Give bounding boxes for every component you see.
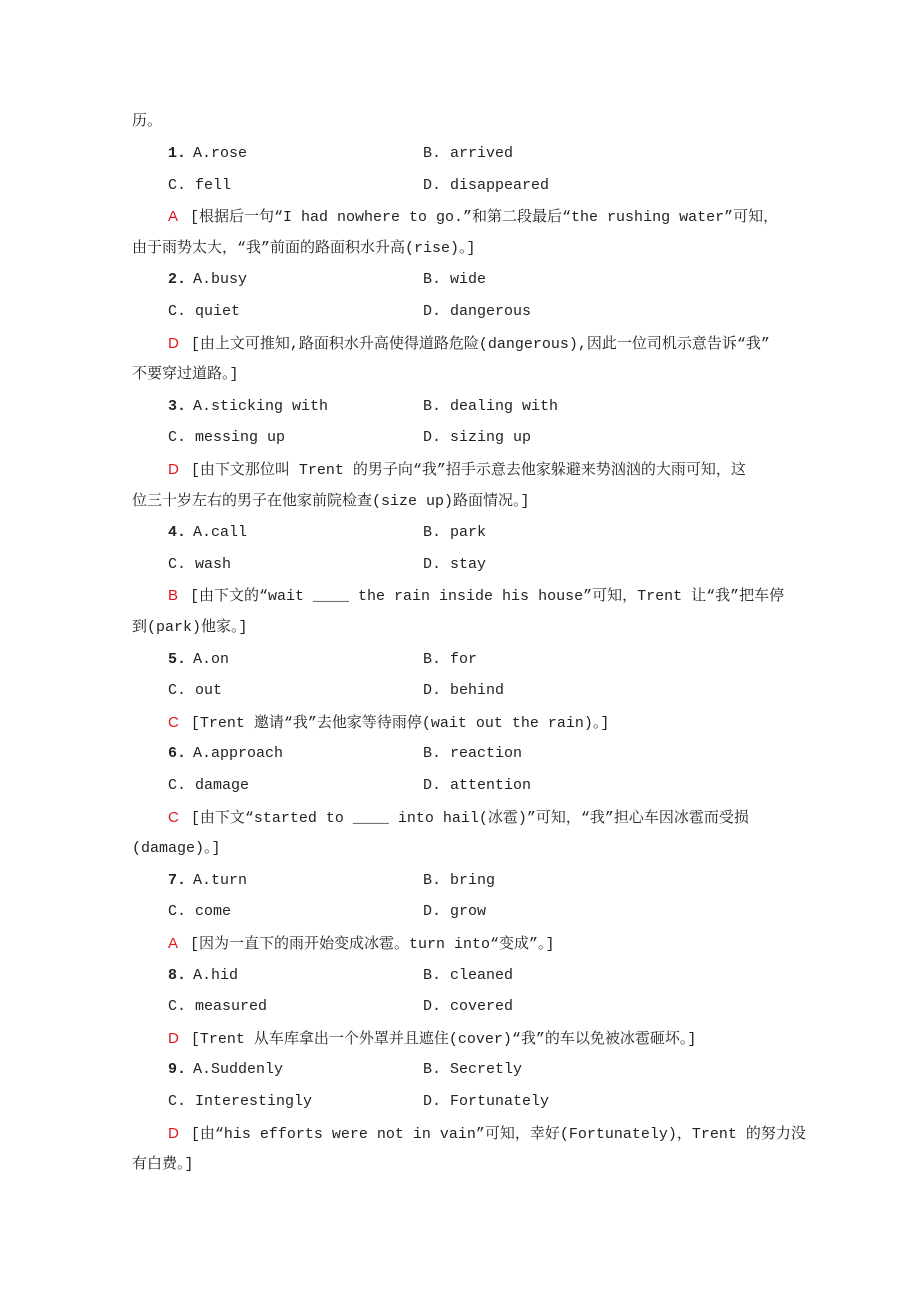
option-b: B. wide — [423, 271, 487, 289]
answer-key: C — [168, 713, 179, 731]
option-c: C. come — [168, 903, 232, 921]
option-b: B. cleaned — [423, 966, 514, 984]
explanation-line — [168, 334, 770, 354]
option-c: C. fell — [168, 176, 232, 194]
option-d: D. disappeared — [423, 176, 550, 194]
question-number: 5. — [168, 650, 187, 668]
option-c: C. messing up — [168, 429, 286, 447]
option-d: D. attention — [423, 777, 532, 794]
option-b: B. Secretly — [423, 1061, 523, 1079]
option-b: B. for — [423, 650, 478, 668]
answer-key: D — [168, 461, 179, 478]
option-b: B. arrived — [423, 145, 514, 162]
intro-tail-text: 历。 — [132, 113, 163, 130]
question-number: 4. — [168, 524, 187, 542]
option-a: A.on — [193, 650, 230, 668]
option-c: C. damage — [168, 777, 250, 794]
answer-key: D — [168, 1124, 179, 1142]
explanation-continuation: 到(park)他家。] — [132, 619, 248, 636]
answer-key: B — [168, 587, 179, 605]
question-number: 8. — [168, 966, 187, 984]
explanation-continuation: 不要穿过道路。] — [132, 366, 239, 384]
explanation-line — [168, 808, 749, 828]
option-c: C. measured — [168, 998, 268, 1016]
option-d: D. Fortunately — [423, 1093, 550, 1110]
option-d: D. behind — [423, 682, 505, 700]
answer-key: A — [168, 935, 179, 952]
option-c: C. Interestingly — [168, 1093, 313, 1110]
explanation-line — [168, 713, 609, 733]
option-d: D. dangerous — [423, 303, 532, 320]
explanation-text: [Trent 从车库拿出一个外罩并且遮住(cover)“我”的车以免被冰雹砸坏。] — [190, 1030, 697, 1048]
explanation-text: [根据后一句“I had nowhere to go.”和第二段最后“the rushing water”可知， — [190, 209, 779, 227]
option-a: A.call — [193, 524, 248, 542]
option-a: A.hid — [193, 966, 239, 984]
question-number: 1. — [168, 145, 187, 162]
explanation-line — [168, 207, 778, 227]
answer-key: C — [168, 808, 179, 826]
explanation-line — [168, 1029, 696, 1049]
explanation-text: [由上文可推知,路面积水升高使得道路危险(dangerous),因此一位司机示意告诉“我” — [190, 335, 770, 353]
option-b: B. park — [423, 524, 487, 542]
question-number: 6. — [168, 745, 187, 763]
option-a: A.Suddenly — [193, 1061, 284, 1079]
answer-key: D — [168, 1029, 179, 1047]
answer-key: A — [168, 208, 179, 226]
explanation-line — [168, 586, 784, 606]
explanation-continuation: 由于雨势太大，“我”前面的路面积水升高(rise)。] — [132, 239, 476, 257]
explanation-continuation: 位三十岁左右的男子在他家前院检查(size up)路面情况。] — [132, 492, 530, 510]
option-c: C. out — [168, 682, 223, 700]
option-a: A.approach — [193, 745, 284, 763]
option-a: A.busy — [193, 271, 248, 289]
question-number: 3. — [168, 397, 187, 415]
option-d: D. sizing up — [423, 429, 532, 447]
answer-key: D — [168, 334, 179, 352]
explanation-line — [168, 460, 746, 480]
explanation-text: [由“his efforts were not in vain”可知，幸好(Fortunately)，Trent 的努力没 — [190, 1125, 806, 1143]
question-number: 7. — [168, 871, 187, 889]
explanation-text: [Trent 邀请“我”去他家等待雨停(wait out the rain)。] — [190, 714, 610, 732]
option-b: B. bring — [423, 871, 496, 889]
explanation-line — [168, 934, 555, 954]
explanation-text: [由下文“started to ____ into hail(冰雹)”可知，“我”担心车因冰雹而受损 — [190, 809, 749, 827]
explanation-text: [由下文的“wait ____ the rain inside his house”可知，Trent 让“我”把车停 — [190, 588, 785, 606]
option-d: D. grow — [423, 903, 487, 921]
option-a: A.rose — [193, 145, 248, 162]
explanation-continuation: 有白费。] — [132, 1156, 194, 1174]
explanation-text: [由下文那位叫 Trent 的男子向“我”招手示意去他家躲避来势汹汹的大雨可知，这 — [190, 462, 746, 479]
option-c: C. wash — [168, 555, 232, 573]
option-c: C. quiet — [168, 303, 241, 320]
explanation-line — [168, 1124, 806, 1144]
option-d: D. stay — [423, 555, 487, 573]
explanation-text: [因为一直下的雨开始变成冰雹。turn into“变成”。] — [190, 936, 555, 953]
option-b: B. dealing with — [423, 397, 559, 415]
explanation-continuation: (damage)。] — [132, 840, 221, 858]
option-b: B. reaction — [423, 745, 523, 763]
option-a: A.turn — [193, 871, 248, 889]
option-d: D. covered — [423, 998, 514, 1016]
option-a: A.sticking with — [193, 397, 329, 415]
question-number: 9. — [168, 1061, 187, 1079]
question-number: 2. — [168, 271, 187, 289]
